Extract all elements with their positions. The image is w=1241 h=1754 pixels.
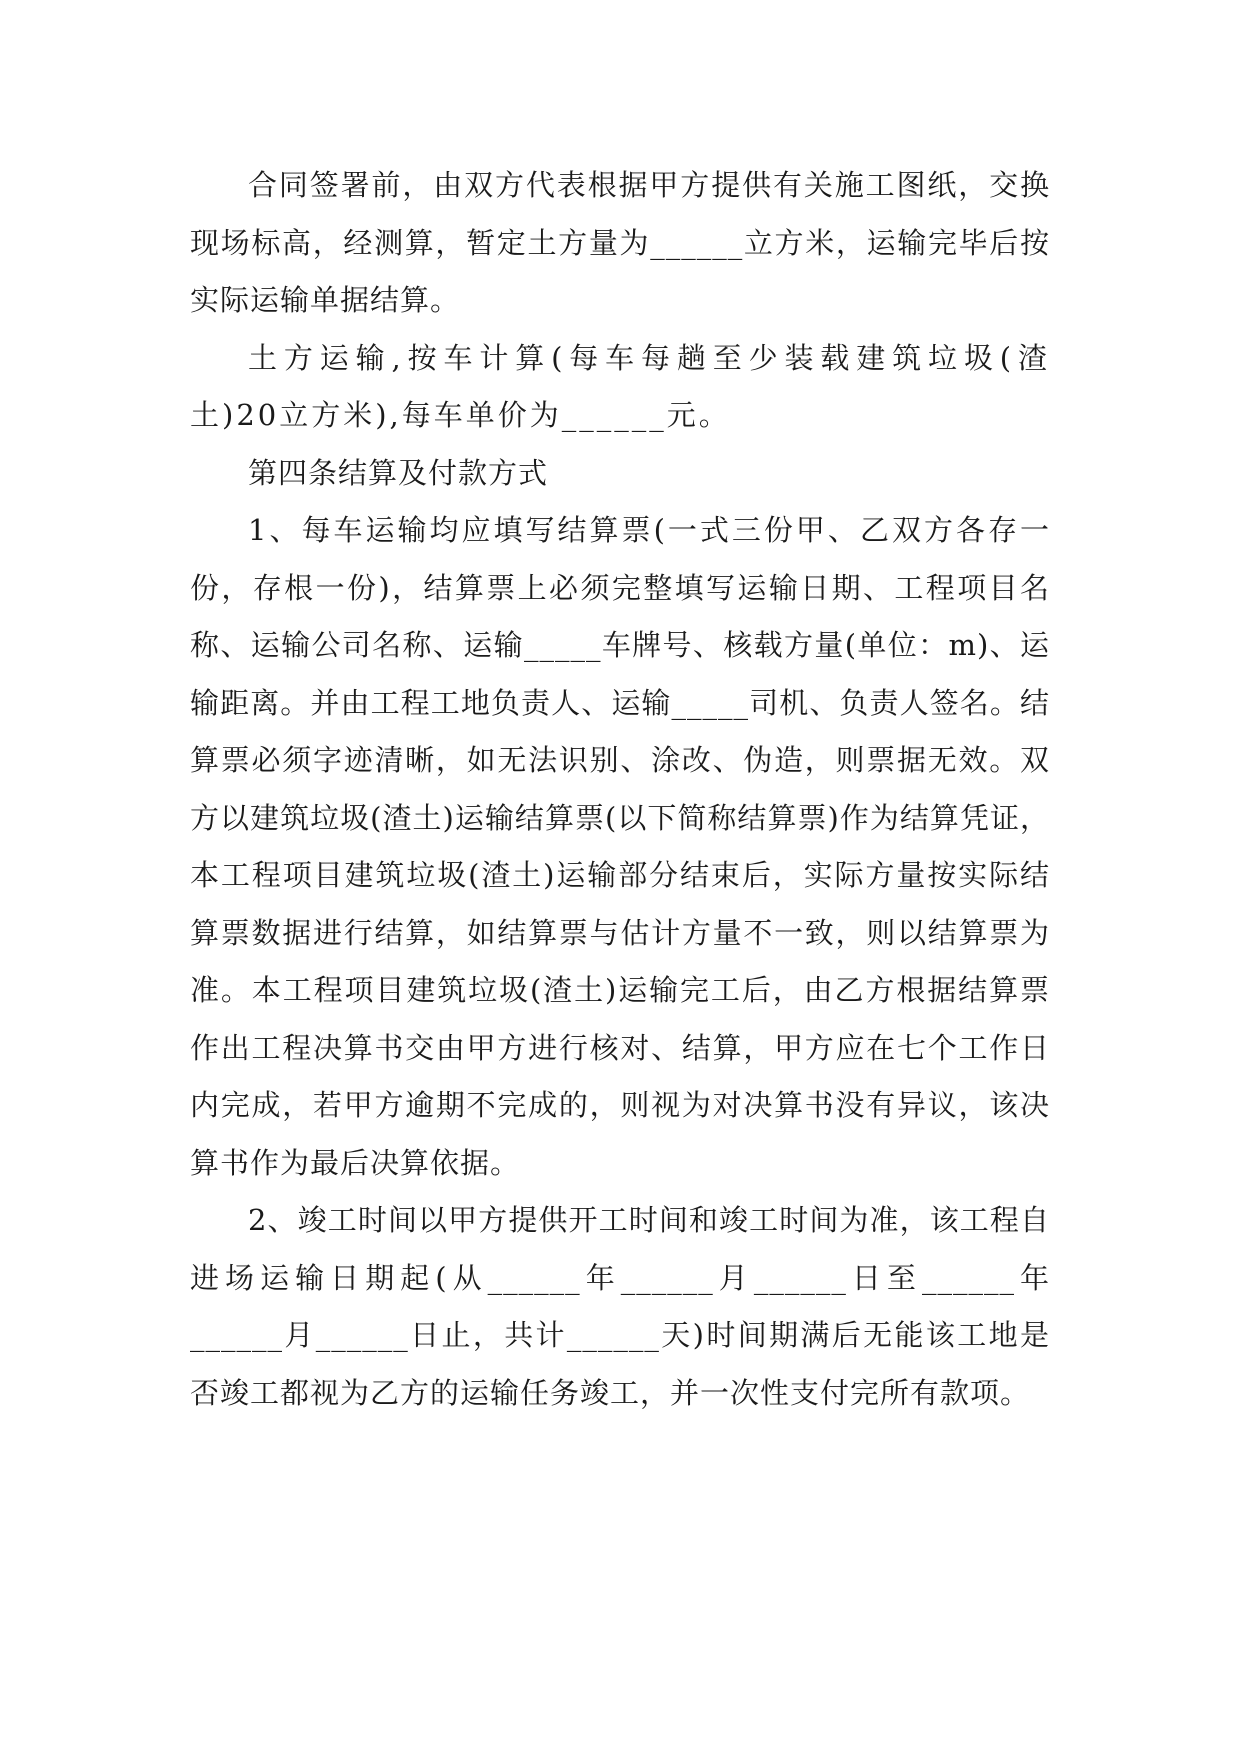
- document-body: [190, 157, 1050, 1422]
- section-heading-article-4: 第四条结算及付款方式: [248, 455, 549, 490]
- paragraph-unit-price: 土方运输,按车计算(每车每趟至少装载建筑垃圾(渣土)20立方米),每车单价为______元。: [190, 340, 1050, 432]
- paragraph-earthwork-estimate: 合同签署前，由双方代表根据甲方提供有关施工图纸，交换现场标高，经测算，暂定土方量为______立方米，运输完毕后按实际运输单据结算。: [190, 168, 1050, 317]
- paragraph-completion-time: 2、竣工时间以甲方提供开工时间和竣工时间为准，该工程自进场运输日期起(从______年______月______日至______年______月______日止，共计______天)时间期满后无能该工地是否竣工都视为乙方的运输任务竣工，并一次性支付完所有款项。: [190, 1203, 1050, 1410]
- paragraph-settlement-ticket: 1、每车运输均应填写结算票(一式三份甲、乙双方各存一份，存根一份)，结算票上必须完整填写运输日期、工程项目名称、运输公司名称、运输_____车牌号、核载方量(单位：m)、运输距离。并由工程工地负责人、运输_____司机、负责人签名。结算票必须字迹清晰，如无法识别、涂改、伪造，则票据无效。双方以建筑垃圾(渣土)运输结算票(以下简称结算票)作为结算凭证，本工程项目建筑垃圾(渣土)运输部分结束后，实际方量按实际结算票数据进行结算，如结算票与估计方量不一致，则以结算票为准。本工程项目建筑垃圾(渣土)运输完工后，由乙方根据结算票作出工程决算书交由甲方进行核对、结算，甲方应在七个工作日内完成，若甲方逾期不完成的，则视为对决算书没有异议，该决算书作为最后决算依据。: [190, 513, 1050, 1180]
